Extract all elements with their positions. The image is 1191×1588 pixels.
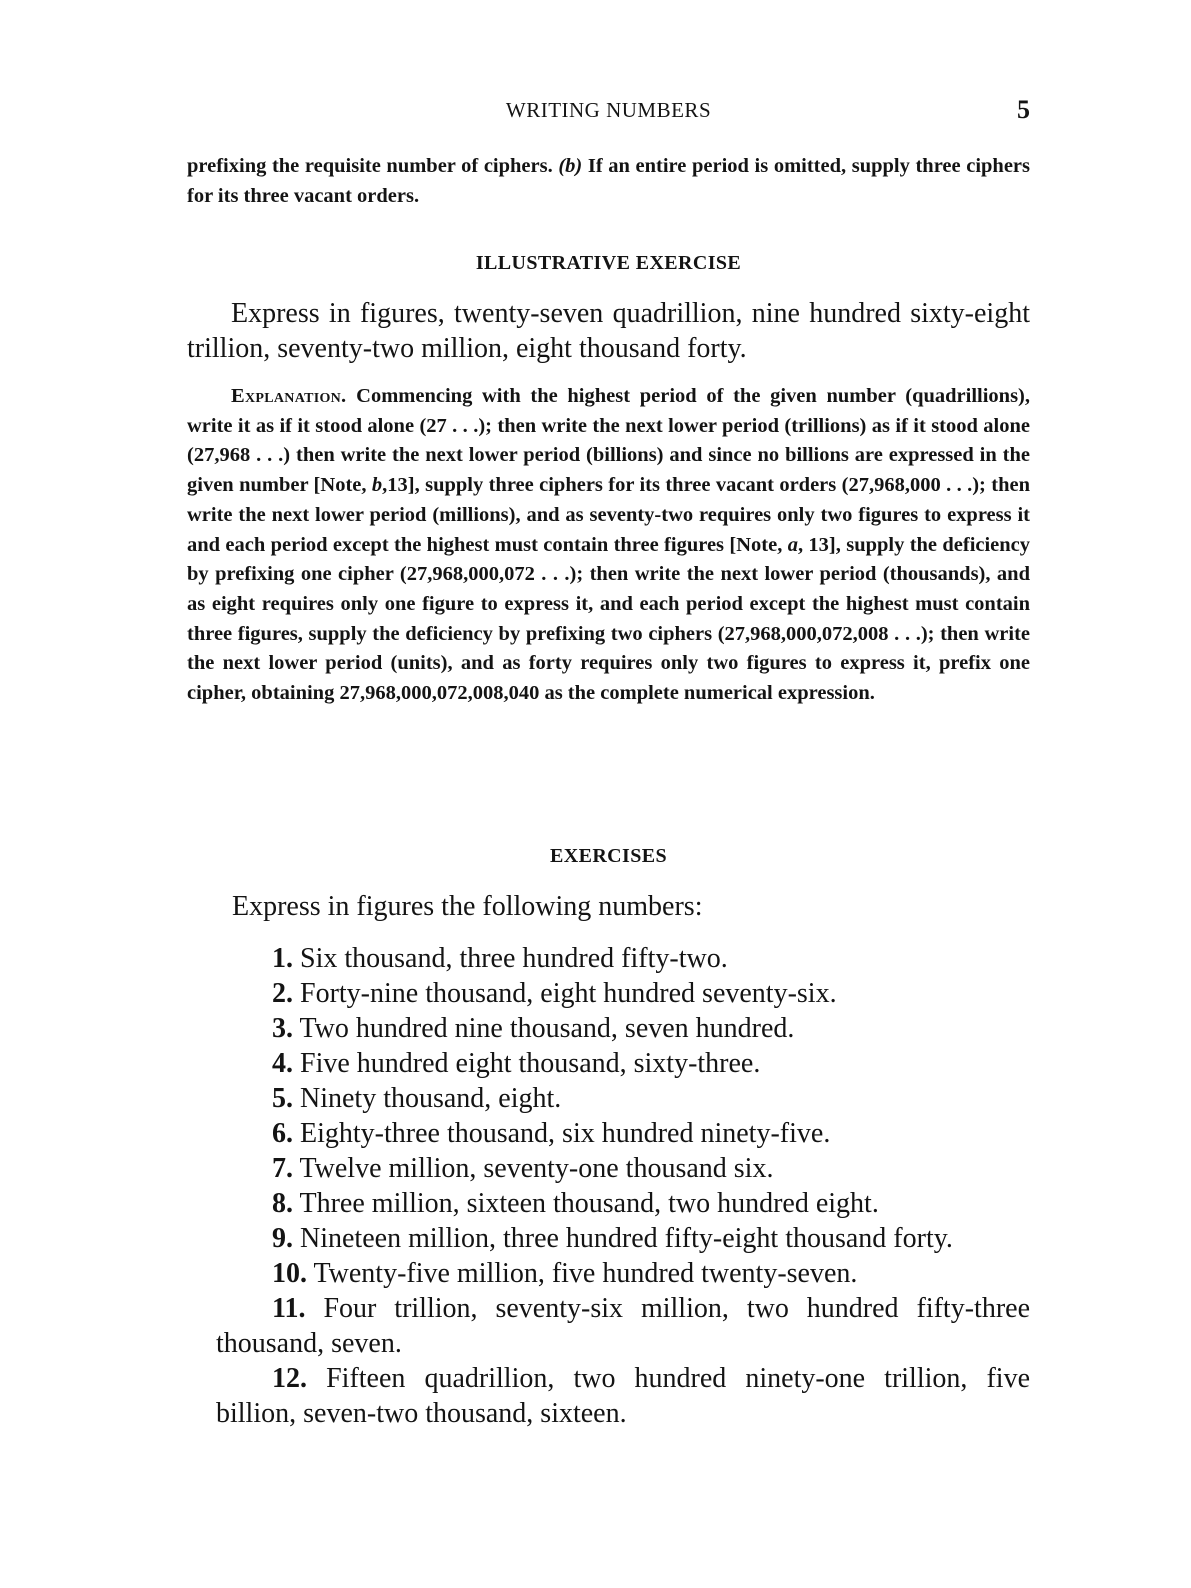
exercises-instruction: Express in figures the following numbers:: [232, 891, 703, 922]
exercise-number: 1.: [272, 943, 293, 974]
continuation-text-part2: If an entire period is omitted, supply three ciphers for its three vacant orders.: [187, 155, 1031, 207]
exercise-text: Nineteen million, three hundred fifty-eight thousand forty.: [300, 1223, 953, 1254]
explanation-label: Explanation.: [231, 385, 347, 407]
exercise-text: Twelve million, seventy-one thousand six.: [299, 1153, 774, 1184]
exercise-text: Ninety thousand, eight.: [300, 1083, 562, 1114]
explanation-text-part1: Commencing with the highest period of the given number (quadrillions), write it as if it stood alone (27 . . .); then write the next lower period (trillions) as if it stood alone (27,968 . . .) then write the next lower period (billions) and since no billions are expressed in the given number [Note,: [187, 385, 1030, 497]
exercise-number: 10.: [272, 1258, 307, 1289]
note-ref-b-number: 13: [387, 474, 408, 497]
exercise-number: 11.: [272, 1293, 306, 1324]
exercise-number: 2.: [272, 978, 293, 1009]
note-ref-a-number: 13: [808, 533, 829, 556]
exercise-item: [216, 1151, 1030, 1186]
continuation-paragraph: [187, 152, 1030, 211]
exercise-number: 9.: [272, 1223, 293, 1254]
exercise-number: 5.: [272, 1083, 293, 1114]
exercise-text: Three million, sixteen thousand, two hundred eight.: [299, 1188, 879, 1219]
exercise-list: [216, 941, 1030, 1431]
exercise-text: Five hundred eight thousand, sixty-three.: [300, 1048, 761, 1079]
exercise-number: 3.: [272, 1013, 293, 1044]
exercise-item: [216, 1221, 1030, 1256]
exercise-number: 12.: [272, 1363, 307, 1394]
exercise-item: [216, 1361, 1030, 1431]
illustrative-problem: Express in figures, twenty-seven quadrillion, nine hundred sixty-eight trillion, seventy-two million, eight thousand forty.: [187, 298, 1030, 364]
exercise-number: 7.: [272, 1153, 293, 1184]
exercise-text: Twenty-five million, five hundred twenty-seven.: [313, 1258, 858, 1289]
exercise-number: 4.: [272, 1048, 293, 1079]
exercise-item: [216, 1011, 1030, 1046]
exercises-heading: EXERCISES: [550, 845, 667, 867]
exercise-item: [216, 1256, 1030, 1291]
illustrative-exercise-heading: ILLUSTRATIVE EXERCISE: [475, 252, 742, 274]
exercise-item: [216, 1186, 1030, 1221]
exercise-number: 8.: [272, 1188, 293, 1219]
continuation-text-part1: prefixing the requisite number of ciphers.: [187, 155, 553, 177]
explanation-text-part3: ], supply the deficiency by prefixing one cipher (27,968,000,072 . . .); then write the next lower period (thousands), and as eight requires only one figure to express it, and each period except the highest must contain three figures, supply the deficiency by prefixing two ciphers (27,968,000,072,008 . . .); then write the next lower period (units), and as forty requires only two figures to express it, prefix one cipher, obtaining 27,968,000,072,008,040 as the complete numerical expression.: [187, 533, 1031, 705]
note-ref-b-letter: b: [371, 474, 383, 497]
exercise-text: Eighty-three thousand, six hundred ninety-five.: [300, 1118, 831, 1149]
running-head: WRITING NUMBERS: [505, 98, 712, 122]
exercise-number: 6.: [272, 1118, 293, 1149]
exercise-text: Two hundred nine thousand, seven hundred.: [299, 1013, 795, 1044]
exercise-item: [216, 1081, 1030, 1116]
page-header: [187, 95, 1030, 128]
explanation-paragraph: Explanation. Commencing with the highest period of the given number (quadrillions), write it as if it stood alone (27 . . .); then write the next lower period (trillions) as if it stood alone (27,968 . . .) then write the next lower period (billions) and since no billions are expressed in the given number [Note, b,13], supply three ciphers for its three vacant orders (27,968,000 . . .); then write the next lower period (millions), and as seventy-two requires only two figures to express it and each period except the highest must contain three figures [Note, a, 13], supply the deficiency by prefixing one cipher (27,968,000,072 . . .); then write the next lower period (thousands), and as eight requires only one figure to express it, and each period except the highest must contain three figures, supply the deficiency by prefixing two ciphers (27,968,000,072,008 . . .); then write the next lower period (units), and as forty requires only two figures to express it, prefix one cipher, obtaining 27,968,000,072,008,040 as the complete numerical expression.: [187, 385, 1031, 705]
exercise-item: [216, 1291, 1030, 1361]
exercise-item: [216, 941, 1030, 976]
exercise-item: [216, 1116, 1030, 1151]
exercise-text: Four trillion, seventy-six million, two hundred fifty-three thousand, seven.: [216, 1293, 1030, 1359]
exercise-item: [216, 976, 1030, 1011]
exercise-text: Fifteen quadrillion, two hundred ninety-one trillion, five billion, seven-two thousand, sixteen.: [216, 1363, 1031, 1429]
exercise-text: Forty-nine thousand, eight hundred seventy-six.: [300, 978, 837, 1009]
page-number: 5: [1017, 95, 1030, 124]
exercise-item: [216, 1046, 1030, 1081]
exercise-text: Six thousand, three hundred fifty-two.: [300, 943, 728, 974]
explanation-text-part2: ], supply three ciphers for its three vacant orders (27,968,000 . . .); then write the next lower period (millions), and as seventy-two requires only two figures to express it and each period except the highest must contain three figures [Note,: [187, 474, 1030, 556]
continuation-marker-b: (b): [558, 155, 583, 177]
note-ref-a-letter: a: [787, 533, 798, 556]
